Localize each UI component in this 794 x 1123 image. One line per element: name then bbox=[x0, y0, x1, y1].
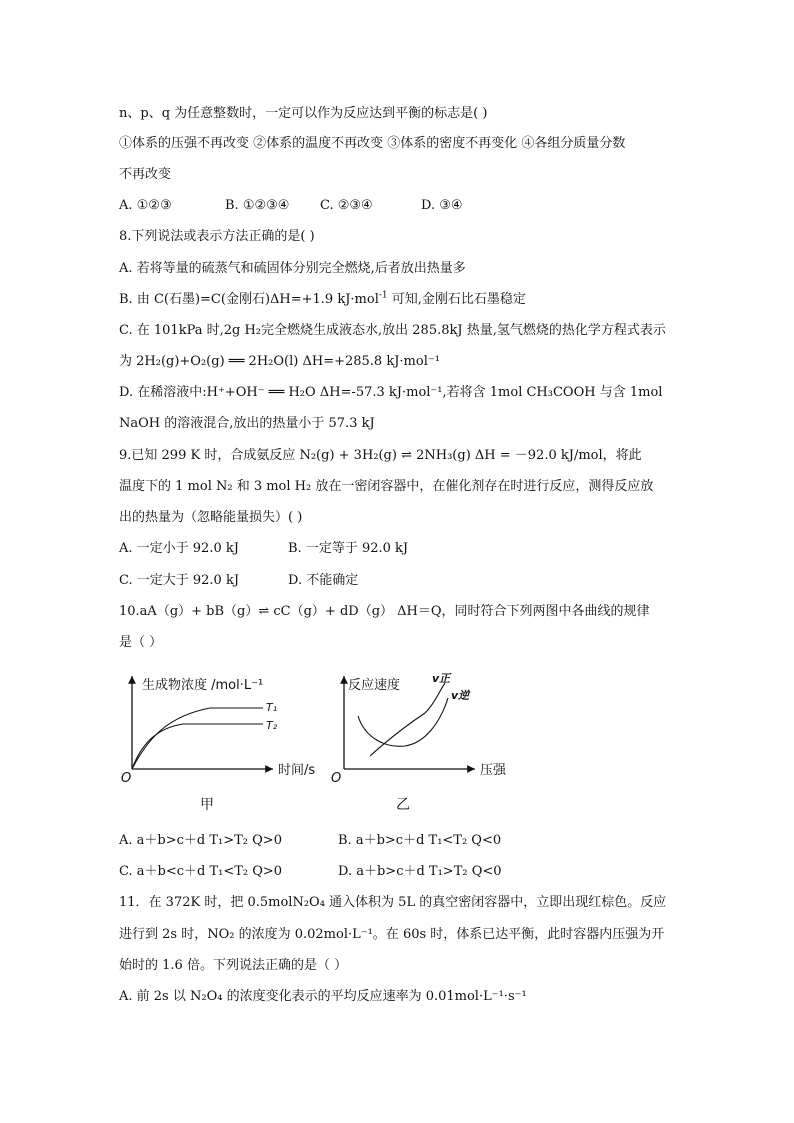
q11-line3: 始时的 1.6 倍。下列说法正确的是（ ） bbox=[119, 958, 348, 973]
q9-line3: 出的热量为（忽略能量损失）( ) bbox=[119, 510, 303, 525]
q7-option-a: A. ①②③ bbox=[119, 198, 172, 213]
fig1-origin: O bbox=[121, 771, 132, 786]
fig1-xlabel: 时间/s bbox=[278, 763, 316, 778]
fig2-caption: 乙 bbox=[396, 797, 410, 813]
q8-option-b: B. 由 C(石墨)=C(金刚石)ΔH=+1.9 kJ·mol$^{-1}$ 可知,金刚石比石墨稳定 bbox=[119, 290, 526, 307]
q8-option-c-line2: 为 2H₂(g)+O₂(g) ══ 2H₂O(l) ΔH=+285.8 kJ·mol⁻¹ bbox=[119, 354, 440, 369]
q11-option-a: A. 前 2s 以 N₂O₄ 的浓度变化表示的平均反应速率为 0.01mol·L⁻¹·s⁻¹ bbox=[119, 989, 527, 1004]
q8-option-a: A. 若将等量的硫蒸气和硫固体分别完全燃烧,后者放出热量多 bbox=[119, 261, 466, 276]
q8-stem: 8.下列说法或表示方法正确的是( ) bbox=[119, 229, 315, 244]
q11-line1: 11．在 372K 时，把 0.5molN₂O₄ 通入体积为 5L 的真空密闭容器中，立即出现红棕色。反应 bbox=[119, 895, 667, 910]
fig2-xlabel: 压强 bbox=[480, 763, 507, 778]
q9-option-b: B. 一定等于 92.0 kJ bbox=[288, 541, 409, 556]
q9-line2: 温度下的 1 mol N₂ 和 3 mol H₂ 放在一密闭容器中，在催化剂存在时进行反应，测得反应放 bbox=[119, 479, 654, 494]
q7-option-b: B. ①②③④ bbox=[225, 198, 290, 213]
q10-line1: 10.aA（g）+ bB（g）⇌ cC（g）+ dD（g） ΔH＝Q，同时符合下列两图中各曲线的规律 bbox=[119, 604, 650, 619]
q10-option-d: D. a＋b>c＋d T₁>T₂ Q<0 bbox=[338, 864, 502, 879]
fig2-v-fwd-label: v正 bbox=[432, 672, 451, 685]
fig1-caption: 甲 bbox=[200, 797, 214, 813]
q11-line2: 进行到 2s 时，NO₂ 的浓度为 0.02mol·L⁻¹。在 60s 时，体系已达平衡，此时容器内压强为开 bbox=[119, 927, 665, 942]
figure-yi bbox=[330, 668, 510, 788]
fig1-ylabel: 生成物浓度 /mol·L⁻¹ bbox=[142, 678, 264, 693]
q7-statements-line2: 不再改变 bbox=[119, 167, 172, 182]
fig2-origin: O bbox=[331, 771, 342, 786]
q9-option-a: A. 一定小于 92.0 kJ bbox=[119, 541, 239, 556]
q9-option-c: C. 一定大于 92.0 kJ bbox=[119, 573, 240, 588]
figure-jia bbox=[118, 668, 333, 788]
q10-option-a: A. a＋b>c＋d T₁>T₂ Q>0 bbox=[119, 833, 282, 848]
q7-stem: n、p、q 为任意整数时，一定可以作为反应达到平衡的标志是( ) bbox=[119, 106, 488, 121]
fig1-t1-label: T₁ bbox=[266, 701, 278, 714]
fig1-t2-label: T₂ bbox=[266, 719, 278, 732]
q10-line2: 是（ ） bbox=[119, 635, 163, 650]
q7-option-d: D. ③④ bbox=[421, 198, 463, 213]
fig2-curve-rev bbox=[358, 698, 448, 746]
q8-option-d-line1: D. 在稀溶液中:H⁺+OH⁻ ══ H₂O ΔH=-57.3 kJ·mol⁻¹,若将含 1mol CH₃COOH 与含 1mol bbox=[119, 385, 663, 400]
q9-option-d: D. 不能确定 bbox=[288, 573, 359, 588]
q7-statements-line1: ①体系的压强不再改变 ②体系的温度不再改变 ③体系的密度不再变化 ④各组分质量分数 bbox=[119, 136, 626, 151]
q10-option-c: C. a＋b<c＋d T₁<T₂ Q>0 bbox=[119, 864, 283, 879]
fig2-ylabel: 反应速度 bbox=[348, 678, 401, 693]
q10-option-b: B. a＋b>c＋d T₁<T₂ Q<0 bbox=[338, 833, 502, 848]
fig2-v-rev-label: v逆 bbox=[451, 689, 470, 702]
q7-option-c: C. ②③④ bbox=[320, 198, 373, 213]
q8-option-c-line1: C. 在 101kPa 时,2g H₂完全燃烧生成液态水,放出 285.8kJ 热量,氢气燃烧的热化学方程式表示 bbox=[119, 323, 666, 338]
q9-line1: 9.已知 299 K 时，合成氨反应 N₂(g) + 3H₂(g) ⇌ 2NH₃(g) ΔH = －92.0 kJ/mol，将此 bbox=[119, 448, 642, 463]
fig1-curve-t2 bbox=[132, 724, 263, 769]
q8-option-d-line2: NaOH 的溶液混合,放出的热量小于 57.3 kJ bbox=[119, 416, 375, 431]
